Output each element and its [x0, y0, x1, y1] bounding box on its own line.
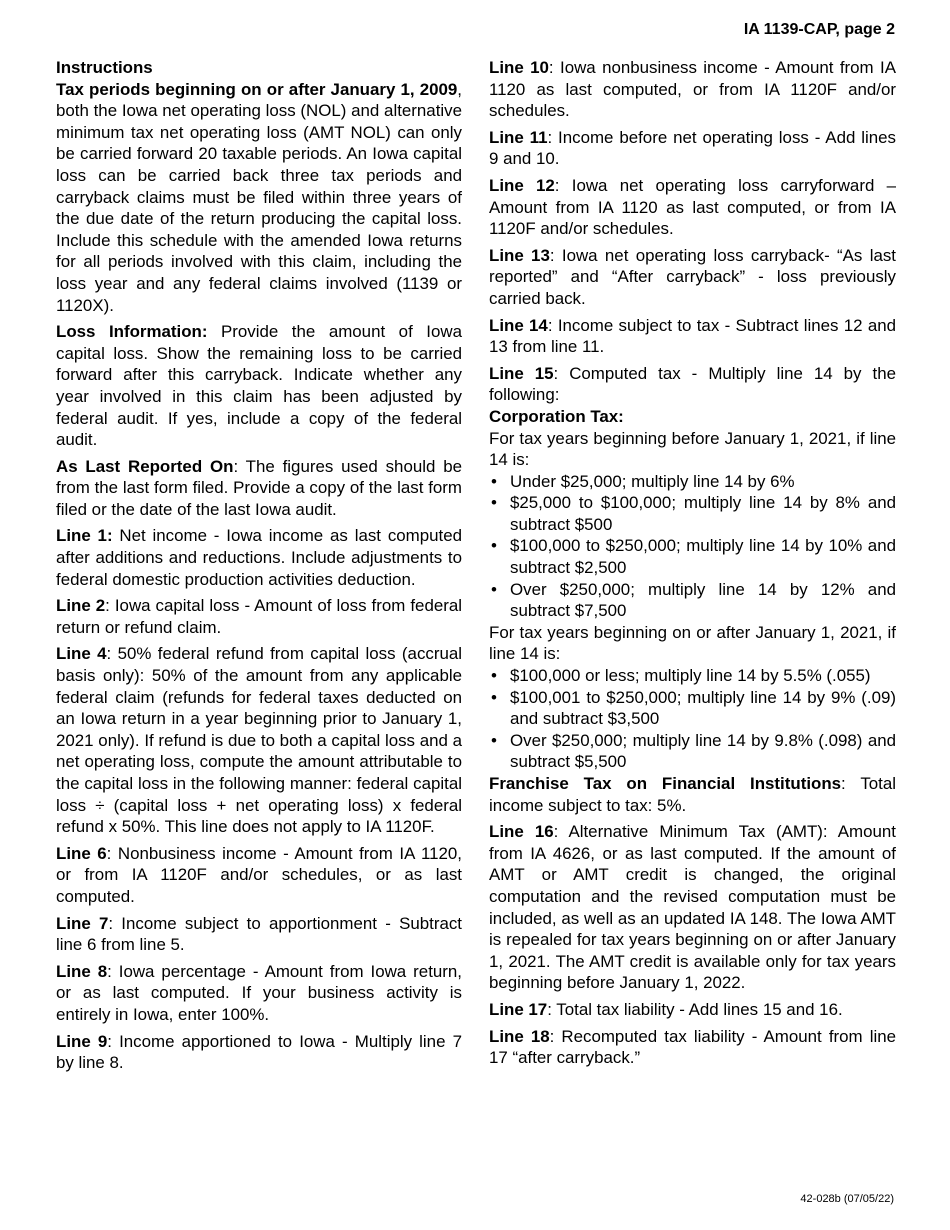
line-13-paragraph: Line 13: Iowa net operating loss carryback- “As last reported” and “After carryback” - loss previously carried back.: [489, 245, 896, 308]
corporation-tax-intro-pre-2021: For tax years beginning before January 1, 2021, if line 14 is:: [489, 428, 896, 470]
line-8-paragraph: Line 8: Iowa percentage - Amount from Iowa return, or as last computed. If your business activity is entirely in Iowa, enter 100%.: [56, 961, 462, 1024]
corporation-tax-heading: Corporation Tax:: [489, 406, 624, 426]
list-item: • Under $25,000; multiply line 14 by 6%: [489, 471, 896, 493]
right-column: [489, 57, 896, 1074]
line-2-paragraph: Line 2: Iowa capital loss - Amount of loss from federal return or refund claim.: [56, 596, 462, 637]
line-16-paragraph: Line 16: Alternative Minimum Tax (AMT): Amount from IA 4626, or as last computed. If the amount of AMT or AMT credit is changed, the original computation and the revised computation must be included, as well as an updated IA 148. The Iowa AMT is repealed for tax years beginning on or after January 1, 2021. The AMT credit is available only for tax years beginning before January 1, 2022.: [489, 822, 896, 993]
loss-information-paragraph: Loss Information: Provide the amount of Iowa capital loss. Show the remaining loss to be carried forward after this carryback. Indicate whether any year involved in this claim has been adjusted by federal audit. If yes, include a copy of the federal audit.: [56, 322, 462, 450]
line-12-paragraph: Line 12: Iowa net operating loss carryforward – Amount from IA 1120 as last computed, or from IA 1120F and/or schedules.: [489, 175, 897, 239]
list-item: • Over $250,000; multiply line 14 by 9.8% (.098) and subtract $5,500: [489, 730, 896, 773]
corporation-tax-intro-post-2021: For tax years beginning on or after January 1, 2021, if line 14 is:: [489, 622, 896, 664]
line-6-paragraph: Line 6: Nonbusiness income - Amount from IA 1120, or from IA 1120F and/or schedules, or as last computed.: [56, 843, 462, 906]
line-14-paragraph: Line 14: Income subject to tax - Subtract lines 12 and 13 from line 11.: [489, 315, 897, 357]
left-column: [56, 57, 462, 1079]
line-4-paragraph: Line 4: 50% federal refund from capital loss (accrual basis only): 50% of the amount from any applicable federal claim (refunds for federal taxes deducted on an Iowa return in a year beginning prior to January 1, 2021 only). If refund is due to both a capital loss and a net operating loss, compute the amount attributable to the capital loss in the following manner: federal capital loss ÷ (capital loss + net operating loss) x federal refund x 50%. This line does not apply to IA 1120F.: [56, 644, 462, 837]
tax-periods-paragraph: Tax periods beginning on or after January 1, 2009, both the Iowa net operating loss (NOL) and alternative minimum tax net operating loss (AMT NOL) can only be carried forward 20 taxable periods. An Iowa capital loss can be carried back three tax periods and carryback claims must be filed within three years of the due date of the return producing the capital loss. Include this schedule with the amended Iowa returns for all periods involved with this claim, including the loss year and any federal claims involved (1139 or 1120X).: [56, 79, 462, 315]
franchise-tax-paragraph: Franchise Tax on Financial Institutions: Total income subject to tax: 5%.: [489, 774, 896, 815]
line-17-paragraph: Line 17: Total tax liability - Add lines 15 and 16.: [489, 999, 843, 1019]
list-item: • $100,000 or less; multiply line 14 by 5.5% (.055): [489, 665, 896, 687]
rates-list-pre-2021: [489, 471, 896, 622]
line-10-paragraph: Line 10: Iowa nonbusiness income - Amount from IA 1120 as last computed, or from IA 1120F and/or schedules.: [489, 58, 896, 121]
line-18-paragraph: Line 18: Recomputed tax liability - Amount from line 17 “after carryback.”: [489, 1026, 897, 1068]
line-1-paragraph: Line 1: Net income - Iowa income as last computed after additions and reductions. Include adjustments to federal domestic production activities deduction.: [56, 526, 462, 589]
page-header: IA 1139-CAP, page 2: [743, 21, 895, 38]
rates-list-post-2021: [489, 665, 896, 773]
line-9-paragraph: Line 9: Income apportioned to Iowa - Multiply line 7 by line 8.: [56, 1031, 462, 1073]
line-11-paragraph: Line 11: Income before net operating loss - Add lines 9 and 10.: [489, 127, 896, 169]
list-item: • $25,000 to $100,000; multiply line 14 by 8% and subtract $500: [489, 492, 896, 535]
list-item: • Over $250,000; multiply line 14 by 12% and subtract $7,500: [489, 579, 896, 622]
list-item: • $100,000 to $250,000; multiply line 14 by 10% and subtract $2,500: [489, 535, 896, 578]
line-7-paragraph: Line 7: Income subject to apportionment - Subtract line 6 from line 5.: [56, 913, 462, 955]
form-code-footer: 42-028b (07/05/22): [800, 1193, 894, 1205]
list-item: • $100,001 to $250,000; multiply line 14 by 9% (.09) and subtract $3,500: [489, 687, 896, 730]
instructions-heading: Instructions: [56, 58, 153, 77]
as-last-reported-paragraph: As Last Reported On: The figures used should be from the last form filed. Provide a copy of the last form filed or the date of the last Iowa audit.: [56, 456, 463, 519]
line-15-paragraph: Line 15: Computed tax - Multiply line 14 by the following:: [489, 363, 896, 405]
